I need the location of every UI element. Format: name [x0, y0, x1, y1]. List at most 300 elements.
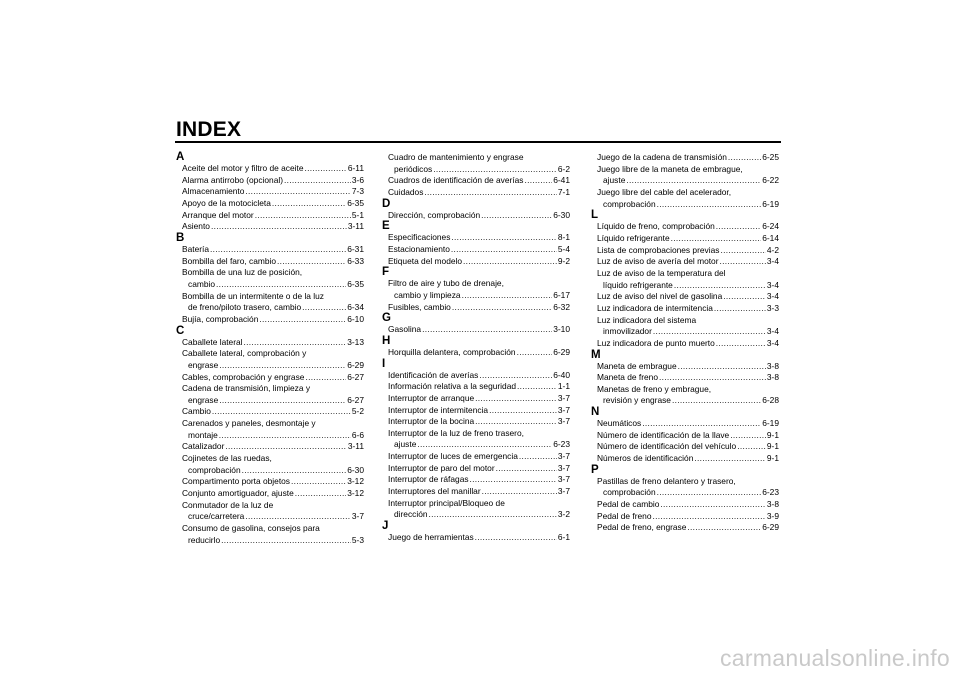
index-entry-text: Cadena de transmisión, limpieza y: [182, 383, 311, 394]
dot-leader: [245, 511, 351, 523]
index-entry-text: Dirección, comprobación: [388, 209, 481, 220]
page-number: 3-4: [766, 326, 779, 337]
dot-leader: [433, 164, 557, 176]
index-entry[interactable]: [591, 418, 779, 430]
index-entry[interactable]: [176, 441, 364, 453]
index-entry[interactable]: [591, 245, 779, 257]
index-entry[interactable]: [382, 474, 570, 486]
page-number: 6-28: [762, 395, 779, 406]
index-entry-line: [176, 418, 364, 430]
index-entry-text: Apoyo de la motocicleta: [182, 197, 271, 208]
index-entry[interactable]: [591, 430, 779, 442]
title-rule: [175, 141, 781, 143]
index-column-1: [176, 152, 364, 546]
index-entry[interactable]: [176, 488, 364, 500]
index-entry-text: Pedal de freno: [597, 510, 652, 521]
dot-leader: [481, 210, 552, 222]
index-entry-text: Horquilla delantera, comprobación: [388, 346, 516, 357]
index-entry-text: Batería: [182, 243, 210, 254]
index-entry-line: [591, 164, 779, 176]
index-entry[interactable]: [382, 152, 570, 175]
index-entry[interactable]: [382, 324, 570, 336]
dot-leader: [216, 279, 346, 291]
index-entry[interactable]: [176, 500, 364, 523]
dot-leader: [672, 395, 761, 407]
index-entry-text: Bujía, comprobación: [182, 313, 259, 324]
index-entry[interactable]: [382, 244, 570, 256]
index-entry-line: [591, 256, 779, 268]
page-number: 6-17: [553, 289, 570, 300]
index-entry-text: Interruptores del manillar: [388, 486, 481, 497]
page-number: 5-3: [351, 534, 364, 545]
index-entry[interactable]: [382, 393, 570, 405]
dot-leader: [422, 324, 552, 336]
index-entry-line: [382, 164, 570, 176]
page-number: 3-11: [347, 441, 364, 452]
section-letter: J: [382, 520, 389, 533]
index-entry[interactable]: [591, 315, 779, 338]
index-entry-text: comprobación: [188, 464, 241, 475]
dot-leader: [245, 186, 351, 198]
index-entry-line: [176, 186, 364, 198]
page-number: 6-24: [762, 221, 779, 232]
page-number: 6-11: [347, 163, 364, 173]
index-entry-text: Líquido de freno, comprobación: [597, 221, 715, 232]
index-entry-line: [176, 221, 364, 233]
index-entry-line: [176, 279, 364, 291]
index-entry-text: Filtro de aire y tubo de drenaje,: [388, 278, 504, 289]
index-entry-text: Almacenamiento: [182, 186, 245, 197]
index-entry-line: [382, 232, 570, 244]
index-entry-text: Especificaciones: [388, 232, 451, 243]
section-letter: C: [176, 324, 185, 337]
page-number: 1-1: [557, 381, 570, 392]
page-number: 6-19: [762, 198, 779, 209]
index-entry-text: Catalizador: [182, 441, 225, 452]
dot-leader: [678, 361, 766, 373]
index-entry-text: Interruptor de la luz de freno trasero,: [388, 427, 524, 438]
index-entry-line: [176, 430, 364, 442]
page-number: 6-10: [347, 313, 364, 324]
page-number: 6-30: [553, 209, 570, 220]
index-entry[interactable]: [176, 476, 364, 488]
page-number: 6-33: [347, 255, 364, 266]
index-entry[interactable]: [176, 163, 364, 175]
dot-leader: [642, 418, 761, 430]
dot-leader: [652, 511, 765, 523]
index-entry[interactable]: [591, 511, 779, 523]
index-entry-line: [176, 453, 364, 465]
section-letter: L: [591, 209, 599, 222]
index-entry-line: [591, 511, 779, 523]
page-number: 5-1: [351, 209, 364, 220]
page-number: 3-8: [766, 360, 779, 371]
index-entry-text: Gasolina: [388, 324, 422, 335]
index-entry[interactable]: [176, 221, 364, 233]
page-number: 6-25: [762, 152, 779, 162]
dot-leader: [720, 256, 766, 268]
index-entry[interactable]: [382, 256, 570, 268]
index-entry[interactable]: [591, 303, 779, 315]
index-entry-text: revisión y engrase: [603, 395, 671, 406]
index-entry[interactable]: [176, 267, 364, 290]
dot-leader: [659, 372, 766, 384]
index-entry-text: Cables, comprobación y engrase: [182, 371, 305, 382]
index-entry-text: Número de identificación de la llave: [597, 429, 730, 440]
index-entry-text: Líquido refrigerante: [597, 232, 670, 243]
index-entry[interactable]: [591, 268, 779, 291]
page-number: 3-9: [766, 510, 779, 521]
index-entry-line: [176, 256, 364, 268]
index-entry[interactable]: [591, 338, 779, 350]
index-entry-text: Luz de aviso de avería del motor: [597, 256, 719, 267]
index-entry-line: [176, 302, 364, 314]
index-entry-line: [591, 315, 779, 327]
index-entry[interactable]: [591, 187, 779, 210]
page-number: 3-4: [766, 279, 779, 290]
index-entry-text: Lista de comprobaciones previas: [597, 244, 720, 255]
index-entry[interactable]: [382, 486, 570, 498]
index-entry[interactable]: [176, 337, 364, 349]
index-entry-line: [176, 465, 364, 477]
index-entry-text: Aceite del motor y filtro de aceite: [182, 163, 304, 173]
index-entry[interactable]: [382, 278, 570, 301]
index-entry-text: Luz indicadora de intermitencia: [597, 302, 713, 313]
index-entry-line: [591, 418, 779, 430]
index-entry-text: Manetas de freno y embrague,: [597, 383, 712, 394]
index-entry-text: comprobación: [603, 198, 656, 209]
index-entry-line: [382, 405, 570, 417]
page-number: 5-4: [557, 243, 570, 254]
dot-leader: [284, 175, 351, 187]
index-entry[interactable]: [382, 498, 570, 521]
index-entry-line: [591, 372, 779, 384]
dot-leader: [212, 406, 351, 418]
page-number: 7-3: [351, 186, 364, 197]
index-entry[interactable]: [176, 291, 364, 314]
index-entry-text: periódicos: [394, 163, 433, 174]
dot-leader: [479, 370, 552, 382]
page-number: 3-3: [766, 302, 779, 313]
section-letter: F: [382, 266, 390, 279]
page-number: 3-7: [557, 392, 570, 403]
page-number: 3-7: [557, 462, 570, 473]
index-entry[interactable]: [382, 175, 570, 187]
index-entry-line: [176, 337, 364, 349]
index-entry-line: [176, 535, 364, 547]
dot-leader: [452, 302, 552, 314]
index-entry[interactable]: [591, 164, 779, 187]
page-number: 3-12: [347, 476, 364, 487]
index-entry-line: [382, 152, 570, 164]
dot-leader: [482, 486, 557, 498]
index-entry-line: [591, 187, 779, 199]
dot-leader: [723, 291, 766, 303]
index-entry[interactable]: [176, 348, 364, 371]
index-entry-line: [591, 499, 779, 511]
watermark: carmanualsonline.info: [719, 645, 950, 671]
index-entry[interactable]: [382, 428, 570, 451]
index-entry-line: [382, 347, 570, 359]
index-entry-text: Bombilla de un intermitente o de la luz: [182, 290, 324, 301]
page-number: 3-7: [557, 416, 570, 427]
index-entry[interactable]: [382, 405, 570, 417]
index-entry-text: Números de identificación: [597, 453, 694, 464]
index-entry-line: [382, 428, 570, 440]
page-number: 3-4: [766, 337, 779, 348]
page-number: 6-35: [347, 278, 364, 289]
index-entry-line: [591, 291, 779, 303]
dot-leader: [657, 487, 762, 499]
dot-leader: [626, 175, 761, 187]
index-entry-text: Asiento: [182, 221, 210, 232]
section-letter: E: [382, 220, 390, 233]
index-entry[interactable]: [382, 210, 570, 222]
index-entry-line: [591, 384, 779, 396]
index-entry-text: Interruptor de luces de emergencia: [388, 451, 518, 462]
index-entry-line: [382, 498, 570, 510]
page-number: 3-6: [351, 174, 364, 185]
index-entry-line: [591, 522, 779, 534]
index-entry-text: comprobación: [603, 487, 656, 498]
index-entry-line: [382, 244, 570, 256]
index-entry[interactable]: [591, 476, 779, 499]
page-number: 6-29: [553, 346, 570, 357]
dot-leader: [475, 416, 557, 428]
dot-leader: [272, 198, 346, 210]
index-entry-text: Interruptor de arranque: [388, 392, 475, 403]
index-entry[interactable]: [176, 186, 364, 198]
section-letter: A: [176, 151, 185, 163]
index-entry[interactable]: [176, 210, 364, 222]
index-entry[interactable]: [176, 453, 364, 476]
index-entry[interactable]: [382, 381, 570, 393]
index-entry[interactable]: [591, 361, 779, 373]
index-entry-text: Caballete lateral: [182, 336, 243, 347]
page-number: 9-1: [766, 453, 779, 464]
page-number: 5-2: [351, 406, 364, 417]
index-entry-line: [382, 486, 570, 498]
index-entry[interactable]: [382, 347, 570, 359]
index-entry-text: Compartimento porta objetos: [182, 476, 290, 487]
index-entry-text: Luz indicadora del sistema: [597, 314, 697, 325]
index-entry-text: Pedal de cambio: [597, 499, 660, 510]
dot-leader: [451, 244, 557, 256]
index-entry-line: [176, 210, 364, 222]
dot-leader: [730, 430, 766, 442]
page-number: 9-1: [766, 429, 779, 440]
index-entry[interactable]: [591, 233, 779, 245]
index-entry-text: Conmutador de la luz de: [182, 499, 274, 510]
dot-leader: [219, 395, 346, 407]
index-entry[interactable]: [591, 256, 779, 268]
index-entry[interactable]: [382, 532, 570, 544]
index-entry-line: [591, 221, 779, 233]
index-entry-text: Estacionamiento: [388, 243, 450, 254]
section-letter: N: [591, 406, 600, 419]
page-number: 3-4: [766, 291, 779, 302]
index-entry-line: [591, 245, 779, 257]
dot-leader: [496, 463, 557, 475]
index-entry-line: [591, 453, 779, 465]
index-entry-text: cambio y limpieza: [394, 289, 461, 300]
index-entry[interactable]: [176, 256, 364, 268]
index-entry[interactable]: [176, 175, 364, 187]
index-entry[interactable]: [382, 451, 570, 463]
index-entry-text: Cuadro de mantenimiento y engrase: [388, 152, 524, 162]
index-entry[interactable]: [176, 314, 364, 326]
index-entry[interactable]: [591, 152, 779, 164]
index-entry-text: Cojinetes de las ruedas,: [182, 453, 272, 464]
index-entry[interactable]: [176, 523, 364, 546]
index-entry-text: Maneta de freno: [597, 372, 658, 383]
index-entry[interactable]: [591, 291, 779, 303]
index-entry-text: Carenados y paneles, desmontaje y: [182, 418, 316, 429]
page-number: 6-41: [553, 175, 570, 186]
index-entry[interactable]: [591, 522, 779, 534]
dot-leader: [462, 290, 553, 302]
index-entry-line: [382, 439, 570, 451]
page-number: 3-8: [766, 372, 779, 383]
index-entry-line: [591, 280, 779, 292]
dot-leader: [305, 372, 346, 384]
index-column-3: [591, 152, 779, 534]
dot-leader: [517, 381, 557, 393]
index-entry-line: [176, 395, 364, 407]
index-entry-text: Arranque del motor: [182, 209, 254, 220]
page-number: 6-22: [762, 175, 779, 186]
index-entry[interactable]: [591, 384, 779, 407]
dot-leader: [244, 337, 347, 349]
index-entry-line: [591, 430, 779, 442]
section-letter: I: [382, 357, 386, 370]
index-entry-line: [591, 175, 779, 187]
index-entry-text: Juego libre de la maneta de embrague,: [597, 163, 743, 174]
section-letter: H: [382, 334, 391, 347]
index-entry[interactable]: [382, 232, 570, 244]
dot-leader: [211, 221, 347, 233]
page-number: 3-7: [557, 451, 570, 462]
dot-leader: [255, 210, 351, 222]
index-entry-line: [382, 175, 570, 187]
dot-leader: [210, 244, 346, 256]
index-entry[interactable]: [591, 221, 779, 233]
page-number: 3-2: [557, 509, 570, 520]
index-entry-line: [591, 326, 779, 338]
index-entry-text: Caballete lateral, comprobación y: [182, 348, 307, 359]
index-entry[interactable]: [382, 187, 570, 199]
index-entry-text: Interruptor de intermitencia: [388, 404, 489, 415]
dot-leader: [424, 187, 557, 199]
index-entry[interactable]: [382, 370, 570, 382]
dot-leader: [720, 245, 765, 257]
index-entry[interactable]: [591, 372, 779, 384]
page-title: INDEX: [176, 118, 242, 141]
index-entry[interactable]: [591, 441, 779, 453]
index-entry-line: [176, 500, 364, 512]
index-entry-line: [591, 361, 779, 373]
index-entry-line: [176, 372, 364, 384]
index-entry-text: dirección: [394, 509, 428, 520]
section-letter: B: [176, 231, 185, 244]
page-number: 9-2: [557, 255, 570, 266]
index-entry-text: inmovilizador: [603, 326, 652, 337]
index-entry-text: Cuadros de identificación de averías: [388, 175, 524, 186]
dot-leader: [519, 451, 557, 463]
index-entry-line: [591, 268, 779, 280]
index-entry-line: [382, 187, 570, 199]
page-number: 8-1: [557, 232, 570, 243]
page-number: 3-7: [557, 486, 570, 497]
index-entry-line: [382, 532, 570, 544]
index-entry-line: [382, 210, 570, 222]
dot-leader: [305, 163, 347, 175]
page-number: 9-1: [766, 441, 779, 452]
dot-leader: [242, 465, 347, 477]
page-number: 6-6: [351, 429, 364, 440]
index-entry-line: [176, 488, 364, 500]
index-entry-line: [382, 324, 570, 336]
index-entry-line: [176, 476, 364, 488]
dot-leader: [221, 535, 351, 547]
page-number: 6-27: [347, 371, 364, 382]
index-entry-text: Pedal de freno, engrase: [597, 522, 687, 533]
dot-leader: [295, 488, 346, 500]
index-entry[interactable]: [382, 302, 570, 314]
index-entry-text: Interruptor principal/Bloqueo de: [388, 497, 505, 508]
dot-leader: [716, 338, 766, 350]
page-number: 3-12: [347, 488, 364, 499]
dot-leader: [694, 453, 766, 465]
index-entry[interactable]: [176, 383, 364, 406]
index-entry[interactable]: [176, 244, 364, 256]
index-entry-text: cruce/carretera: [188, 511, 245, 522]
dot-leader: [470, 474, 557, 486]
index-entry-text: Identificación de averías: [388, 369, 479, 380]
index-entry[interactable]: [382, 463, 570, 475]
index-entry[interactable]: [591, 499, 779, 511]
index-entry-text: de freno/piloto trasero, cambio: [188, 302, 302, 313]
index-entry-text: Cambio: [182, 406, 211, 417]
index-entry-text: Etiqueta del modelo: [388, 255, 463, 266]
index-entry-text: Luz de aviso de la temperatura del: [597, 267, 726, 278]
page-number: 6-31: [347, 243, 364, 254]
dot-leader: [653, 326, 766, 338]
index-entry[interactable]: [176, 406, 364, 418]
dot-leader: [737, 441, 766, 453]
index-entry[interactable]: [176, 198, 364, 210]
page-number: 3-11: [347, 221, 364, 232]
index-entry[interactable]: [176, 372, 364, 384]
index-entry-text: líquido refrigerante: [603, 279, 673, 290]
page-number: 6-29: [347, 359, 364, 370]
index-entry-line: [176, 267, 364, 279]
index-entry-text: Bombilla de una luz de posición,: [182, 267, 303, 278]
index-entry[interactable]: [591, 453, 779, 465]
index-entry-line: [382, 509, 570, 521]
index-entry[interactable]: [382, 416, 570, 428]
page-number: 6-19: [762, 418, 779, 429]
dot-leader: [524, 175, 552, 187]
section-letter: D: [382, 197, 391, 210]
page-number: 6-23: [762, 487, 779, 498]
index-entry-text: Interruptor de la bocina: [388, 416, 475, 427]
index-entry-line: [382, 463, 570, 475]
index-entry[interactable]: [176, 418, 364, 441]
dot-leader: [517, 347, 553, 359]
index-entry-text: Bombilla del faro, cambio: [182, 255, 277, 266]
page-number: 3-7: [557, 404, 570, 415]
